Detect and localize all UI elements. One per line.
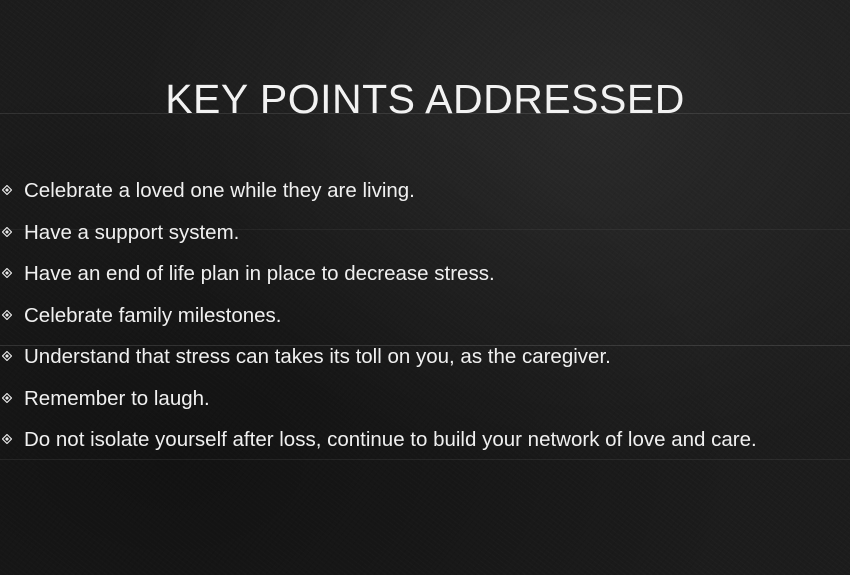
bullet-item — [0, 212, 850, 254]
bullet-item — [0, 378, 850, 420]
bullet-text: Have an end of life plan in place to decrease stress. — [24, 262, 495, 285]
diamond-bullet-icon — [2, 227, 12, 237]
bullet-item — [0, 419, 850, 461]
diamond-bullet-icon — [2, 268, 12, 278]
diamond-bullet-icon — [2, 185, 12, 195]
bullet-text: Do not isolate yourself after loss, continue to build your network of love and care. — [24, 428, 757, 451]
bullet-text: Celebrate a loved one while they are living. — [24, 179, 415, 202]
diamond-bullet-icon — [2, 393, 12, 403]
diamond-bullet-icon — [2, 310, 12, 320]
diamond-bullet-icon — [2, 351, 12, 361]
bullet-item — [0, 170, 850, 212]
bullet-text: Celebrate family milestones. — [24, 303, 282, 327]
bullet-item — [0, 336, 850, 378]
diamond-bullet-icon — [2, 434, 12, 444]
bullet-list — [0, 170, 850, 461]
bullet-item — [0, 295, 850, 337]
bullet-text: Have a support system. — [24, 220, 240, 244]
slide-title: KEY POINTS ADDRESSED — [165, 76, 685, 122]
bullet-text: Understand that stress can takes its toll on you, as the caregiver. — [24, 345, 611, 368]
bullet-text: Remember to laugh. — [24, 386, 210, 410]
bullet-item — [0, 253, 850, 295]
